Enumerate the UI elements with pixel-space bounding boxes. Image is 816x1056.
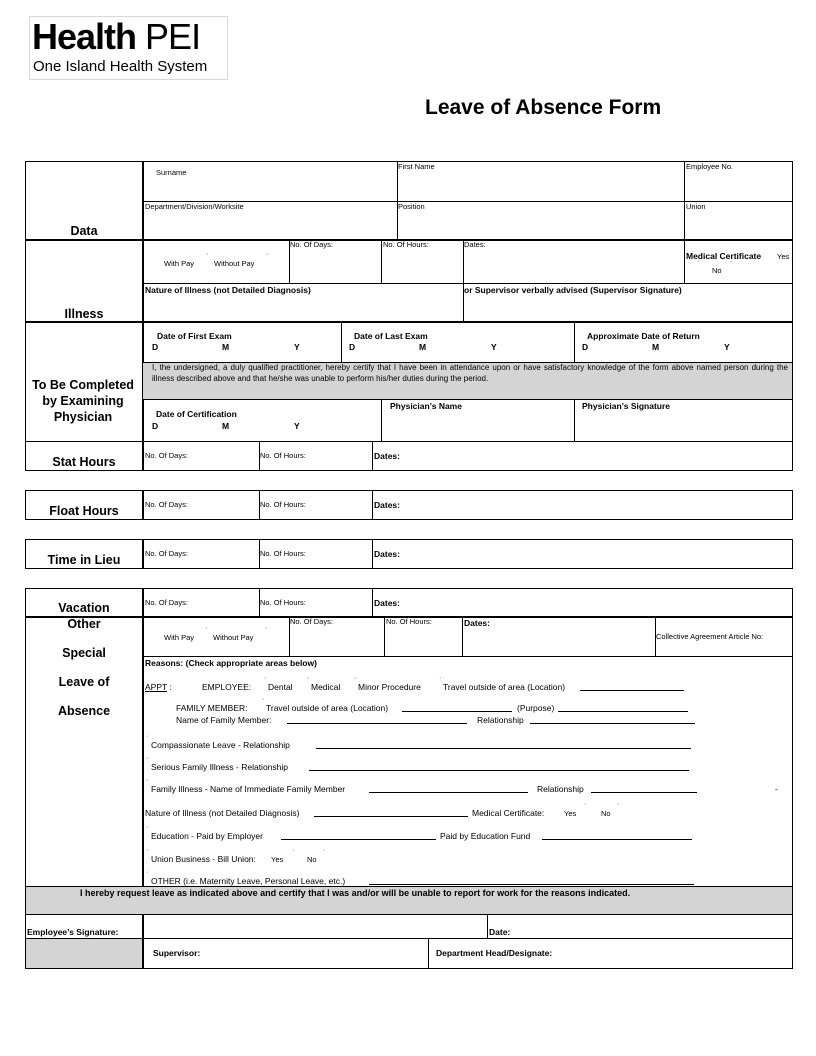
reasons-heading: Reasons: (Check appropriate areas below) (145, 658, 317, 668)
family-member-label: FAMILY MEMBER: (176, 703, 248, 713)
medical-option[interactable]: Medical (311, 682, 341, 692)
checkbox-icon[interactable]: ʿ (292, 850, 295, 857)
family-illness-option[interactable]: Family Illness - Name of Immediate Family Member (151, 784, 346, 794)
department-field[interactable]: Department/Division/Worksite (145, 202, 244, 211)
section-label-time-in-lieu: Time in Lieu (47, 553, 121, 567)
checkbox-icon[interactable]: ʿ (354, 678, 357, 685)
checkbox-icon[interactable]: ʿ (265, 628, 268, 635)
checkbox-icon[interactable]: ʿ (584, 804, 587, 811)
checkbox-icon[interactable]: ʿ (697, 261, 700, 268)
education-fund-label: Paid by Education Fund (440, 831, 531, 841)
vacation-dates-field[interactable]: Dates: (374, 598, 400, 608)
first-exam-label: Date of First Exam (157, 331, 232, 341)
section-label-float-hours: Float Hours (49, 504, 119, 518)
checkbox-icon[interactable]: ʿ (307, 678, 310, 685)
travel-line[interactable] (580, 690, 684, 691)
illness-days-field[interactable]: No. Of Days: (290, 240, 333, 249)
return-date-label: Approximate Date of Return (587, 331, 700, 341)
travel-option[interactable]: Travel outside of area (Location) (443, 682, 566, 692)
return-date-y: Y (724, 342, 730, 352)
certification-date-label: Date of Certification (156, 409, 237, 419)
checkbox-icon[interactable]: ʿ (439, 678, 442, 685)
medical-cert-no[interactable]: No (712, 266, 722, 275)
illness-dates-field[interactable]: Dates: (464, 240, 486, 249)
last-exam-m: M (419, 342, 427, 352)
employee-signature-field[interactable]: Employee’s Signature: (27, 927, 119, 937)
position-field[interactable]: Position (398, 202, 425, 211)
education-fund-line[interactable] (542, 839, 692, 840)
with-pay-option[interactable]: With Pay (164, 259, 195, 268)
other-medical-cert-no[interactable]: No (601, 809, 611, 818)
supervisor-field[interactable]: Supervisor: (153, 948, 201, 958)
union-business-option[interactable]: Union Business - Bill Union: (151, 854, 256, 864)
other-medical-cert-yes[interactable]: Yes (564, 809, 577, 818)
family-illness-line[interactable] (369, 792, 528, 793)
other-leave-option[interactable]: OTHER (i.e. Maternity Leave, Personal Leave, etc.) (151, 876, 346, 886)
logo (32, 16, 200, 58)
stat-dates-field[interactable]: Dates: (374, 451, 400, 461)
employee-no-field[interactable]: Employee No. (686, 162, 734, 171)
float-days-field[interactable]: No. Of Days: (145, 500, 188, 509)
purpose-line[interactable] (558, 711, 688, 712)
family-member-name-label: Name of Family Member: (176, 715, 272, 725)
return-date-m: M (652, 342, 660, 352)
physician-signature-field[interactable]: Physician’s Signature (582, 401, 671, 411)
other-days-field[interactable]: No. Of Days: (290, 617, 333, 626)
relationship-label: Relationship (477, 715, 524, 725)
section-label-vacation: Vacation (58, 601, 110, 615)
compassionate-option[interactable]: Compassionate Leave - Relationship (151, 740, 290, 750)
nature-of-illness-field[interactable]: Nature of Illness (not Detailed Diagnosis) (145, 285, 311, 295)
float-dates-field[interactable]: Dates: (374, 500, 400, 510)
section-label-illness: Illness (64, 307, 104, 321)
serious-illness-line[interactable] (309, 770, 689, 771)
purpose-label: (Purpose) (517, 703, 555, 713)
float-hours-field[interactable]: No. Of Hours: (260, 500, 306, 509)
without-pay-option[interactable]: Without Pay (214, 259, 255, 268)
education-line[interactable] (281, 839, 436, 840)
lieu-hours-field[interactable]: No. Of Hours: (260, 549, 306, 558)
other-medical-certificate-label: Medical Certificate: (472, 808, 545, 818)
section-label-other-1: Other (67, 617, 101, 631)
first-exam-y: Y (294, 342, 300, 352)
checkbox-icon[interactable]: ʿ (146, 872, 149, 879)
logo-tagline: One Island Health System (33, 58, 208, 75)
appt-label: APPT : (145, 682, 172, 692)
checkbox-icon[interactable]: ʿ (146, 758, 149, 765)
illness-hours-field[interactable]: No. Of Hours: (383, 240, 429, 249)
section-label-other-3: Leave of (58, 675, 110, 689)
medical-cert-yes[interactable]: Yes (777, 252, 790, 261)
certification-d: D (152, 421, 159, 431)
first-exam-m: M (222, 342, 230, 352)
vacation-days-field[interactable]: No. Of Days: (145, 598, 188, 607)
vacation-hours-field[interactable]: No. Of Hours: (260, 598, 306, 607)
checkbox-icon[interactable]: ʿ (146, 850, 149, 857)
union-business-yes[interactable]: Yes (271, 855, 284, 864)
family-illness-relationship-label: Relationship (537, 784, 584, 794)
certification-statement: I hereby request leave as indicated above and certify that I was and/or will be unable to report for work for the reasons indicated. (80, 888, 631, 898)
checkbox-icon[interactable]: ʿ (264, 678, 267, 685)
medical-certificate-label: Medical Certificate (686, 251, 762, 261)
section-label-other-4: Absence (57, 704, 111, 718)
other-hours-field[interactable]: No. Of Hours: (386, 617, 432, 626)
education-option[interactable]: Education - Paid by Employer (151, 831, 263, 841)
other-leave-line[interactable] (369, 884, 694, 885)
section-label-other-2: Special (62, 646, 106, 660)
lieu-dates-field[interactable]: Dates: (374, 549, 400, 559)
last-exam-label: Date of Last Exam (354, 331, 428, 341)
supervisor-advised-field[interactable]: or Supervisor verbally advised (Supervisor Signature) (464, 285, 682, 295)
union-field[interactable]: Union (686, 202, 706, 211)
checkbox-icon[interactable]: ʿ (146, 827, 149, 834)
other-without-pay-option[interactable]: Without Pay (213, 633, 254, 642)
checkbox-icon[interactable]: ʿ (146, 736, 149, 743)
serious-illness-option[interactable]: Serious Family Illness - Relationship (151, 762, 288, 772)
lieu-days-field[interactable]: No. Of Days: (145, 549, 188, 558)
checkbox-icon[interactable]: ʿ (205, 628, 208, 635)
last-exam-d: D (349, 342, 356, 352)
collective-agreement-field[interactable]: Collective Agreement Article No: (656, 632, 764, 641)
first-name-field[interactable]: First Name (398, 162, 435, 171)
page-title: Leave of Absence Form (425, 96, 662, 119)
family-travel-option[interactable]: Travel outside of area (Location) (266, 703, 389, 713)
union-business-no[interactable]: No (307, 855, 317, 864)
relationship-line[interactable] (530, 723, 695, 724)
checkbox-icon[interactable]: ʿ (730, 261, 733, 268)
checkbox-icon[interactable]: ʿ (323, 850, 326, 857)
first-exam-d: D (152, 342, 159, 352)
checkbox-icon[interactable]: ʿ (262, 699, 265, 706)
return-date-d: D (582, 342, 589, 352)
department-head-field[interactable]: Department Head/Designate: (436, 948, 553, 958)
family-travel-line[interactable] (402, 711, 512, 712)
section-label-stat-hours: Stat Hours (52, 455, 116, 469)
supervisor-row-shade (26, 939, 142, 968)
appt-text: APPT (145, 682, 168, 692)
family-member-name-line[interactable] (287, 723, 467, 724)
last-exam-y: Y (491, 342, 497, 352)
other-nature-of-illness-line[interactable] (314, 816, 468, 817)
checkbox-icon[interactable]: ʿ (146, 780, 149, 787)
section-label-data: Data (70, 224, 98, 238)
logo-pei: PEI (145, 16, 201, 57)
surname-field[interactable]: Surname (156, 168, 187, 177)
other-with-pay-option[interactable]: With Pay (164, 633, 195, 642)
stat-hours-field[interactable]: No. Of Hours: (260, 451, 306, 460)
compassionate-line[interactable] (316, 748, 691, 749)
employee-label: EMPLOYEE: (202, 682, 252, 692)
family-illness-relationship-line[interactable] (591, 792, 697, 793)
certification-m: M (222, 421, 230, 431)
checkbox-icon[interactable]: ʿ (266, 254, 269, 261)
stat-days-field[interactable]: No. Of Days: (145, 451, 188, 460)
dental-option[interactable]: Dental (268, 682, 293, 692)
logo-health: Health (32, 16, 137, 57)
certification-y: Y (294, 421, 300, 431)
other-dates-field[interactable]: Dates: (464, 618, 490, 628)
signature-date-field[interactable]: Date: (489, 927, 511, 937)
checkbox-icon[interactable]: ʿ (206, 254, 209, 261)
physician-declaration: I, the undersigned, a duly qualified practitioner, hereby certify that I have been in attendance upon or have satisfactory knowledge of the form above named person during the illness described above and that he/she was unable to perform his/her duties during the period. (152, 363, 788, 383)
section-label-physician: To Be Completed by Examining Physician (32, 378, 134, 424)
minor-procedure-option[interactable]: Minor Procedure (358, 682, 421, 692)
other-nature-of-illness-label: Nature of Illness (not Detailed Diagnosis) (145, 808, 300, 818)
physician-name-field[interactable]: Physician’s Name (390, 401, 462, 411)
trailing-dash: - (775, 784, 778, 794)
checkbox-icon[interactable]: ʿ (617, 804, 620, 811)
